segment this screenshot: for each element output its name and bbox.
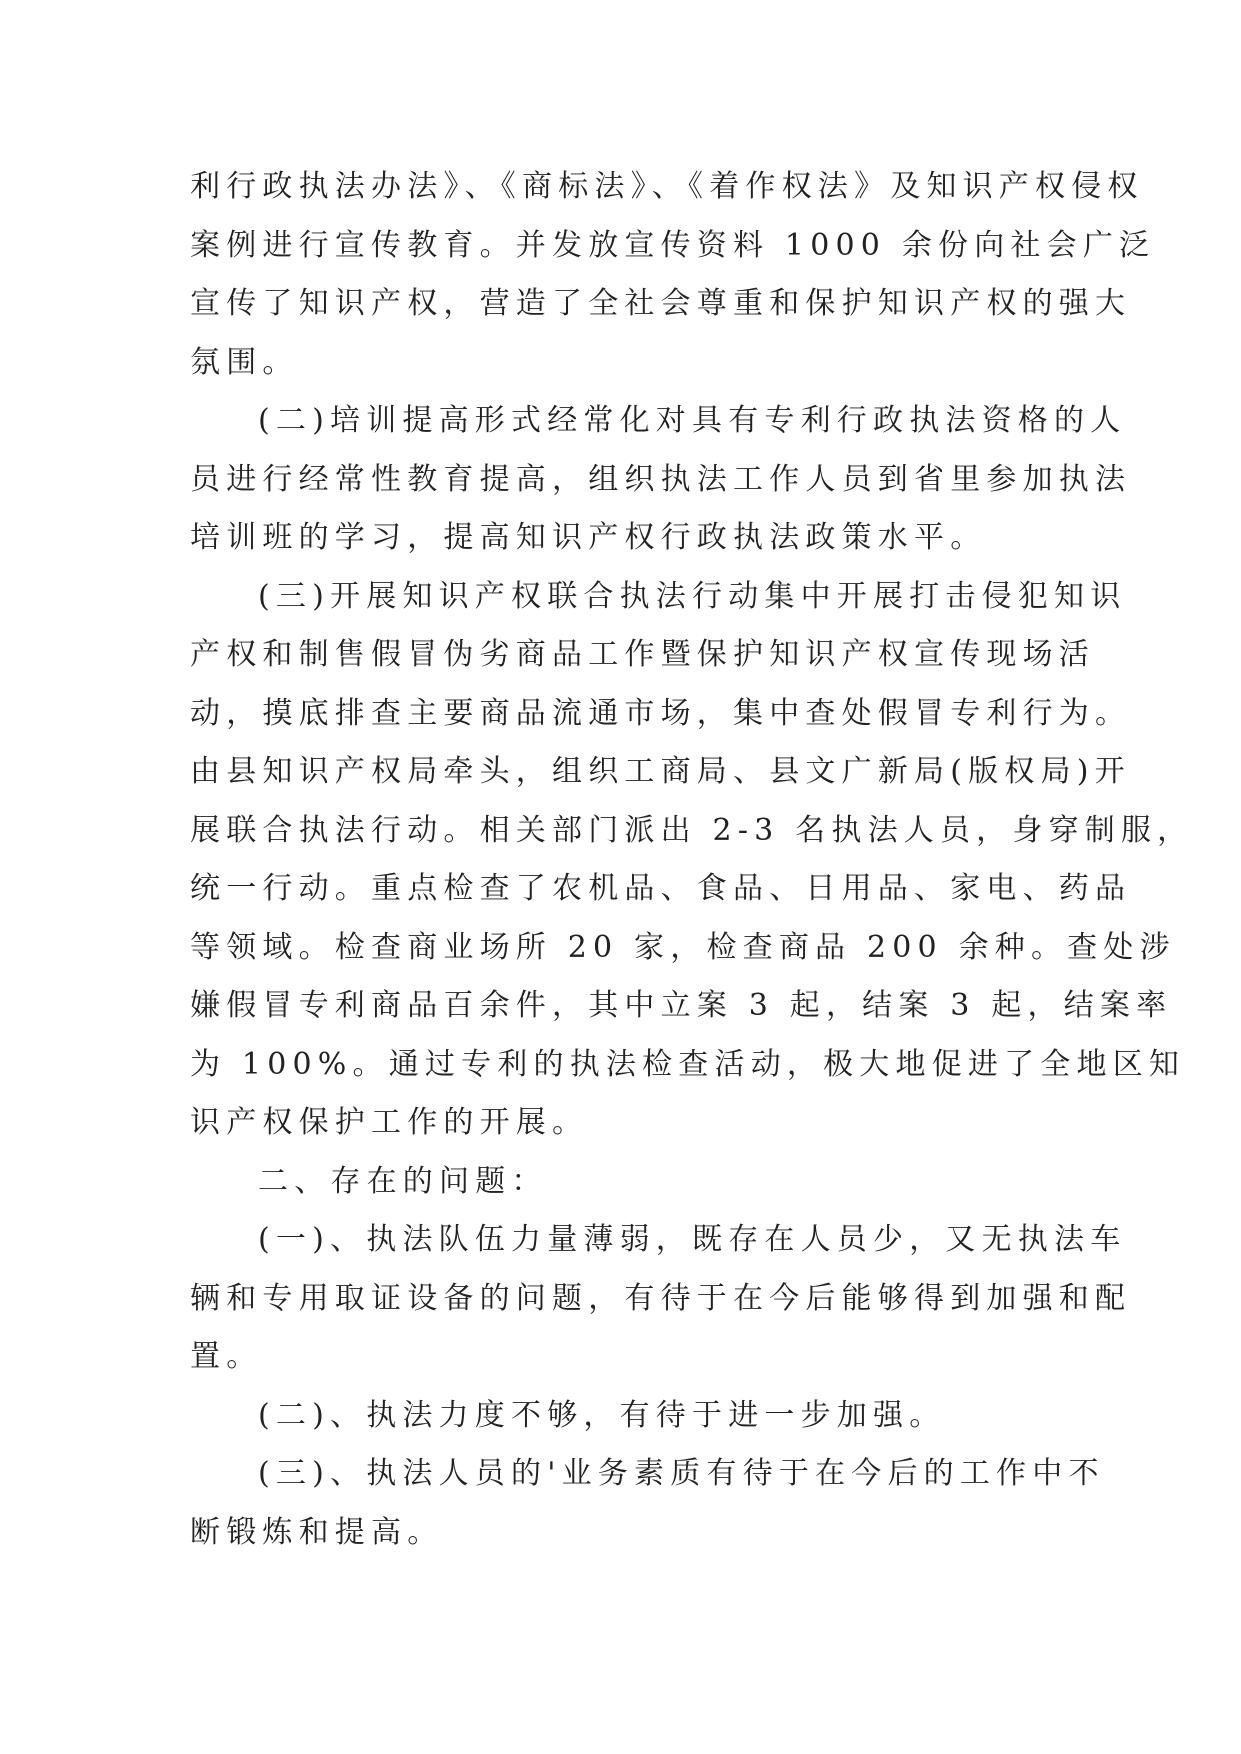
text-line: 等领域。检查商业场所 20 家，检查商品 200 余种。查处涉 [190,929,1176,965]
paragraph-start-line: (二)培训提高形式经常化对具有专利行政执法资格的人 [258,403,1127,438]
text-line: 员进行经常性教育提高，组织执法工作人员到省里参加执法 [190,461,1132,497]
text-line: 识产权保护工作的开展。 [190,1105,589,1140]
text-line: 动，摸底排查主要商品流通市场，集中查处假冒专利行为。 [190,695,1132,731]
text-line: 断锻炼和提高。 [190,1514,444,1550]
text-line: 案例进行宣传教育。并发放宣传资料 1000 余份向社会广泛 [190,227,1156,263]
text-line: 利行政执法办法》、《商标法》、《着作权法》及知识产权侵权 [190,169,1144,204]
text-line: 产权和制售假冒伪劣商品工作暨保护知识产权宣传现场活 [190,637,1095,672]
paragraph-start-line: (三)、执法人员的'业务素质有待于在今后的工作中不 [258,1456,1105,1491]
text-line: 嫌假冒专利商品百余件，其中立案 3 起，结案 3 起，结案率 [190,988,1173,1023]
document-body [190,158,1194,1562]
text-line: 为 100%。通过专利的执法检查活动，极大地促进了全地区知 [190,1046,1186,1082]
text-line: 氛围。 [190,344,299,380]
paragraph-start-line: (三)开展知识产权联合执法行动集中开展打击侵犯知识 [258,578,1127,614]
text-line: 置。 [190,1339,263,1374]
text-line: 培训班的学习，提高知识产权行政执法政策水平。 [190,520,987,555]
text-line: 辆和专用取证设备的问题，有待于在今后能够得到加强和配 [190,1280,1132,1316]
paragraph-start-line: (一)、执法队伍力量薄弱，既存在人员少，又无执法车 [258,1222,1127,1257]
text-line: 展联合执法行动。相关部门派出 2-3 名执法人员，身穿制服， [190,812,1194,848]
section-heading: 二、存在的问题： [258,1163,548,1199]
text-line: 宣传了知识产权，营造了全社会尊重和保护知识产权的强大 [190,286,1132,321]
text-line: 统一行动。重点检查了农机品、食品、日用品、家电、药品 [190,871,1132,906]
text-line: 由县知识产权局牵头，组织工商局、县文广新局(版权局)开 [190,754,1131,789]
paragraph-start-line: (二)、执法力度不够，有待于进一步加强。 [258,1397,946,1433]
